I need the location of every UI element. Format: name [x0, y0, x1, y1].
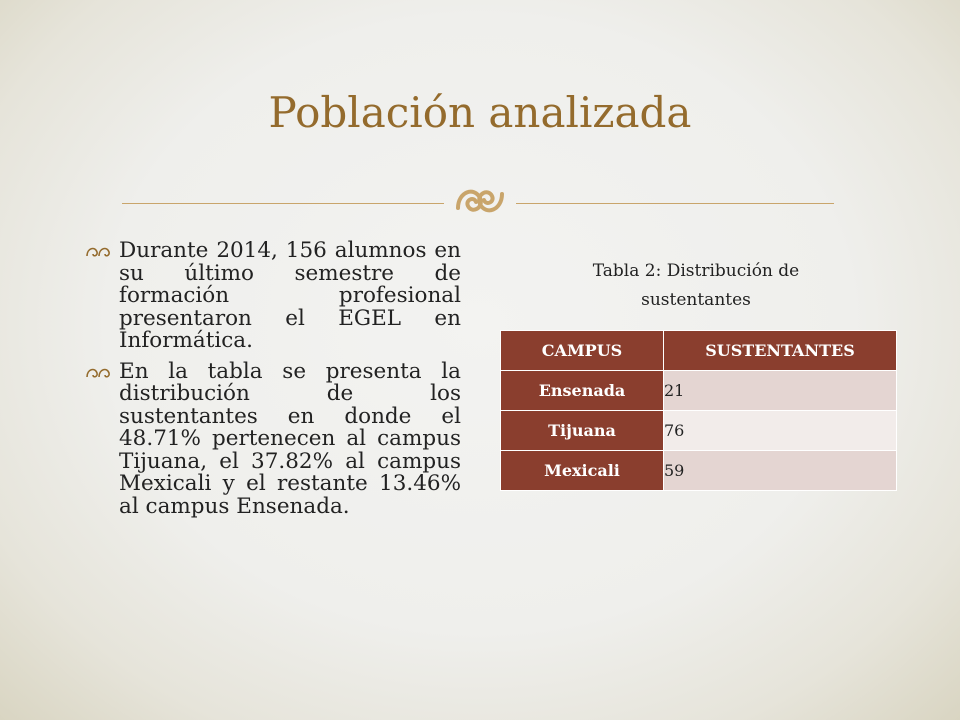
bullet-text: Durante 2014, 156 alumnos en su último semestre de formación profesional presentaron el EGEL en Informática. [119, 238, 461, 353]
title-divider-left [122, 203, 444, 204]
table-row [501, 451, 897, 491]
bullet-item [85, 358, 461, 519]
bullet-item [85, 240, 461, 353]
table-caption: Tabla 2: Distribución de sustentantes [592, 261, 800, 310]
campus-cell: Ensenada [501, 371, 664, 411]
double-curl-bullet-icon [85, 365, 115, 381]
count-cell: 59 [664, 451, 897, 491]
bullet-list [85, 240, 461, 526]
count-cell: 21 [664, 371, 897, 411]
campus-cell: Mexicali [501, 451, 664, 491]
slide-title: Población analizada [268, 88, 692, 137]
column-header-campus: CAMPUS [501, 331, 664, 371]
bullet-text: En la tabla se presenta la distribución de los sustentantes en donde el 48.71% pertenecen al campus Tijuana, el 37.82% al campus Mexicali y el restante 13.46% al campus Ensenada. [119, 358, 461, 519]
title-divider-right [516, 203, 834, 204]
campus-cell: Tijuana [501, 411, 664, 451]
distribution-table [500, 330, 897, 491]
table-row [501, 371, 897, 411]
scroll-flourish-icon [452, 178, 508, 224]
double-curl-bullet-icon [85, 244, 115, 260]
count-cell: 76 [664, 411, 897, 451]
table-header-row [501, 331, 897, 371]
table-row [501, 411, 897, 451]
column-header-sustentantes: SUSTENTANTES [664, 331, 897, 371]
